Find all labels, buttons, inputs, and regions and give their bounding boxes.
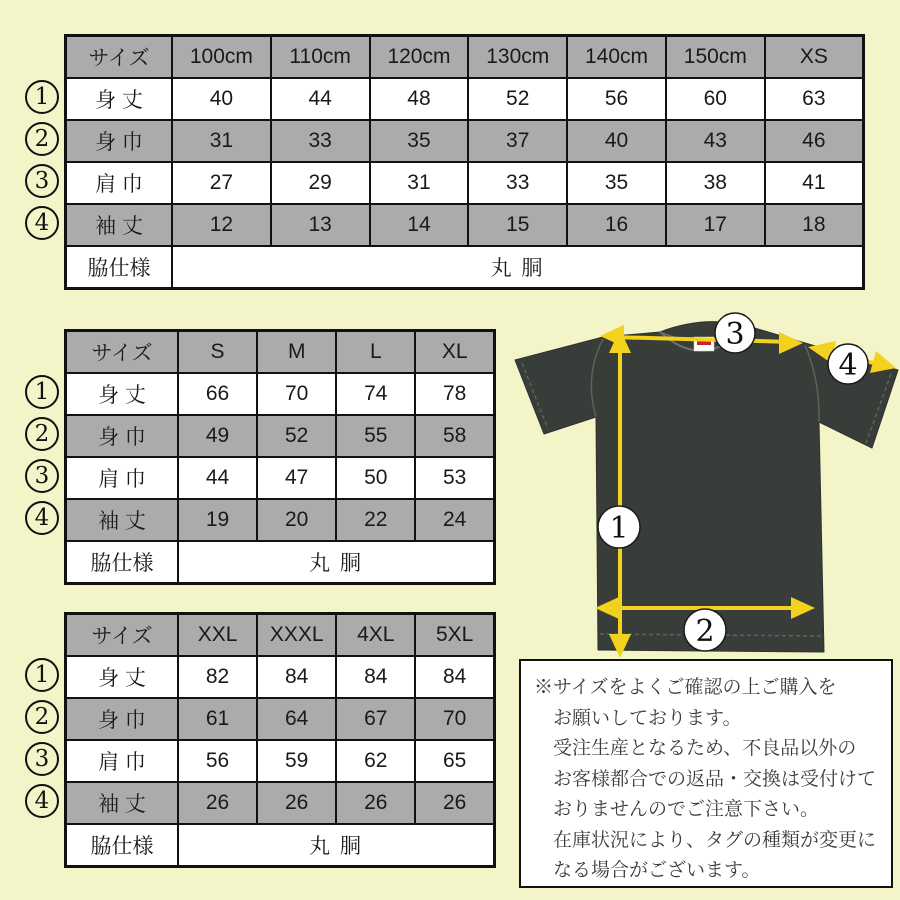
size-column-header: 140cm bbox=[567, 36, 666, 79]
measurement-value-cell: 53 bbox=[415, 457, 494, 499]
measurement-value-cell: 46 bbox=[765, 120, 864, 162]
size-column-header: XS bbox=[765, 36, 864, 79]
note-line: お客様都合での返品・交換は受付けて bbox=[553, 768, 877, 790]
marker-number: 2 bbox=[695, 614, 715, 649]
size-header-label: サイズ bbox=[66, 614, 179, 657]
side-spec-value: 丸 胴 bbox=[172, 246, 864, 289]
measurement-value-cell: 12 bbox=[172, 204, 271, 246]
note-line: なる場合がございます。 bbox=[553, 860, 761, 881]
size-column-header: 5XL bbox=[415, 614, 494, 657]
row-number-column bbox=[22, 34, 64, 290]
tshirt-measurement-diagram bbox=[508, 310, 900, 662]
adult-size-table bbox=[64, 329, 496, 585]
size-column-header: XL bbox=[415, 331, 494, 374]
measurement-row-label: 身 丈 bbox=[66, 373, 179, 415]
marker-number: 3 bbox=[725, 317, 745, 352]
measurement-value-cell: 26 bbox=[178, 782, 257, 824]
row-number-column bbox=[22, 329, 64, 585]
measurement-value-cell: 29 bbox=[271, 162, 370, 204]
measurement-value-cell: 44 bbox=[178, 457, 257, 499]
size-header-label: サイズ bbox=[66, 36, 173, 79]
measurement-value-cell: 33 bbox=[271, 120, 370, 162]
measurement-row-label: 袖 丈 bbox=[66, 204, 173, 246]
measurement-value-cell: 74 bbox=[336, 373, 415, 415]
measurement-value-cell: 35 bbox=[370, 120, 469, 162]
measurement-value-cell: 31 bbox=[172, 120, 271, 162]
measurement-row-label: 袖 丈 bbox=[66, 782, 179, 824]
measurement-row bbox=[66, 698, 495, 740]
size-column-header: 130cm bbox=[468, 36, 567, 79]
side-spec-row bbox=[66, 246, 864, 289]
measurement-row bbox=[66, 78, 864, 120]
measurement-value-cell: 82 bbox=[178, 656, 257, 698]
size-column-header: 110cm bbox=[271, 36, 370, 79]
row-number-badge: 1 bbox=[25, 658, 59, 692]
measurement-value-cell: 59 bbox=[257, 740, 336, 782]
row-number-badge: 2 bbox=[25, 122, 59, 156]
note-line: 在庫状況により、タグの種類が変更に bbox=[553, 829, 877, 851]
measurement-row-label: 身 丈 bbox=[66, 78, 173, 120]
measurement-value-cell: 64 bbox=[257, 698, 336, 740]
row-number-badge: 2 bbox=[25, 700, 59, 734]
measurement-value-cell: 24 bbox=[415, 499, 494, 541]
row-number-badge: 4 bbox=[25, 784, 59, 818]
measurement-value-cell: 27 bbox=[172, 162, 271, 204]
side-spec-row bbox=[66, 541, 495, 584]
measurement-row bbox=[66, 499, 495, 541]
measurement-value-cell: 63 bbox=[765, 78, 864, 120]
row-number-badge: 3 bbox=[25, 742, 59, 776]
measurement-value-cell: 15 bbox=[468, 204, 567, 246]
marker-number: 1 bbox=[609, 511, 629, 546]
measurement-row-label: 身 巾 bbox=[66, 120, 173, 162]
size-column-header: M bbox=[257, 331, 336, 374]
measurement-value-cell: 84 bbox=[415, 656, 494, 698]
measurement-value-cell: 37 bbox=[468, 120, 567, 162]
note-line: お願いしております。 bbox=[553, 707, 742, 729]
measurement-row-label: 身 巾 bbox=[66, 415, 179, 457]
measurement-row bbox=[66, 415, 495, 457]
size-header-label: サイズ bbox=[66, 331, 179, 374]
measurement-value-cell: 48 bbox=[370, 78, 469, 120]
measurement-value-cell: 16 bbox=[567, 204, 666, 246]
measurement-row bbox=[66, 782, 495, 824]
measurement-value-cell: 47 bbox=[257, 457, 336, 499]
large-size-table-container bbox=[64, 612, 496, 868]
size-column-header: 120cm bbox=[370, 36, 469, 79]
measurement-value-cell: 60 bbox=[666, 78, 765, 120]
measurement-row bbox=[66, 373, 495, 415]
measurement-row-label: 身 丈 bbox=[66, 656, 179, 698]
measurement-value-cell: 31 bbox=[370, 162, 469, 204]
note-line: ※サイズをよくご確認の上ご購入を bbox=[534, 677, 837, 698]
large-size-table bbox=[64, 612, 496, 868]
measurement-value-cell: 84 bbox=[257, 656, 336, 698]
measurement-value-cell: 66 bbox=[178, 373, 257, 415]
measurement-row-label: 肩 巾 bbox=[66, 740, 179, 782]
measurement-row bbox=[66, 457, 495, 499]
measurement-row-label: 袖 丈 bbox=[66, 499, 179, 541]
measurement-row bbox=[66, 120, 864, 162]
size-column-header: 100cm bbox=[172, 36, 271, 79]
measurement-value-cell: 40 bbox=[172, 78, 271, 120]
measurement-value-cell: 56 bbox=[567, 78, 666, 120]
measurement-row-label: 身 巾 bbox=[66, 698, 179, 740]
size-column-header: L bbox=[336, 331, 415, 374]
measurement-value-cell: 17 bbox=[666, 204, 765, 246]
measurement-value-cell: 33 bbox=[468, 162, 567, 204]
purchase-note-box bbox=[519, 659, 893, 888]
side-spec-row bbox=[66, 824, 495, 867]
measurement-value-cell: 38 bbox=[666, 162, 765, 204]
measurement-value-cell: 58 bbox=[415, 415, 494, 457]
measurement-row-label: 肩 巾 bbox=[66, 162, 173, 204]
measurement-row bbox=[66, 740, 495, 782]
measurement-value-cell: 52 bbox=[468, 78, 567, 120]
kids-size-table bbox=[64, 34, 865, 290]
row-number-badge: 4 bbox=[25, 501, 59, 535]
adult-size-table-block bbox=[22, 329, 496, 585]
measurement-value-cell: 20 bbox=[257, 499, 336, 541]
size-column-header: 4XL bbox=[336, 614, 415, 657]
row-number-badge: 1 bbox=[25, 80, 59, 114]
measurement-value-cell: 78 bbox=[415, 373, 494, 415]
large-size-table-block bbox=[22, 612, 496, 868]
measurement-value-cell: 26 bbox=[257, 782, 336, 824]
measurement-value-cell: 14 bbox=[370, 204, 469, 246]
measurement-row bbox=[66, 656, 495, 698]
row-number-badge: 4 bbox=[25, 206, 59, 240]
measurement-value-cell: 61 bbox=[178, 698, 257, 740]
measurement-value-cell: 13 bbox=[271, 204, 370, 246]
note-line: 受注生産となるため、不良品以外の bbox=[553, 738, 857, 759]
side-spec-label: 脇仕様 bbox=[66, 824, 179, 867]
measurement-value-cell: 70 bbox=[415, 698, 494, 740]
measurement-value-cell: 18 bbox=[765, 204, 864, 246]
measurement-value-cell: 55 bbox=[336, 415, 415, 457]
side-spec-label: 脇仕様 bbox=[66, 246, 173, 289]
side-spec-value: 丸 胴 bbox=[178, 824, 495, 867]
measurement-value-cell: 50 bbox=[336, 457, 415, 499]
measurement-value-cell: 26 bbox=[415, 782, 494, 824]
marker-number: 4 bbox=[838, 348, 858, 383]
row-number-column bbox=[22, 612, 64, 868]
row-number-badge: 3 bbox=[25, 459, 59, 493]
row-number-badge: 2 bbox=[25, 417, 59, 451]
measurement-row-label: 肩 巾 bbox=[66, 457, 179, 499]
measurement-value-cell: 19 bbox=[178, 499, 257, 541]
note-line: おりませんのでご注意下さい。 bbox=[553, 799, 820, 820]
measurement-row bbox=[66, 204, 864, 246]
marker-shoulder-width bbox=[715, 313, 755, 353]
measurement-value-cell: 22 bbox=[336, 499, 415, 541]
adult-size-table-container bbox=[64, 329, 496, 585]
measurement-value-cell: 26 bbox=[336, 782, 415, 824]
measurement-value-cell: 43 bbox=[666, 120, 765, 162]
measurement-value-cell: 41 bbox=[765, 162, 864, 204]
size-column-header: 150cm bbox=[666, 36, 765, 79]
kids-size-table-block bbox=[22, 34, 865, 290]
side-spec-value: 丸 胴 bbox=[178, 541, 495, 584]
measurement-row bbox=[66, 162, 864, 204]
measurement-value-cell: 65 bbox=[415, 740, 494, 782]
size-column-header: XXXL bbox=[257, 614, 336, 657]
measurement-value-cell: 35 bbox=[567, 162, 666, 204]
size-column-header: S bbox=[178, 331, 257, 374]
measurement-value-cell: 67 bbox=[336, 698, 415, 740]
measurement-value-cell: 52 bbox=[257, 415, 336, 457]
measurement-value-cell: 56 bbox=[178, 740, 257, 782]
measurement-value-cell: 49 bbox=[178, 415, 257, 457]
measurement-value-cell: 40 bbox=[567, 120, 666, 162]
row-number-badge: 1 bbox=[25, 375, 59, 409]
row-number-badge: 3 bbox=[25, 164, 59, 198]
marker-sleeve-length bbox=[828, 344, 868, 384]
measurement-value-cell: 84 bbox=[336, 656, 415, 698]
measurement-value-cell: 70 bbox=[257, 373, 336, 415]
marker-body-length bbox=[598, 506, 640, 548]
measurement-value-cell: 44 bbox=[271, 78, 370, 120]
measurement-value-cell: 62 bbox=[336, 740, 415, 782]
marker-body-width bbox=[684, 609, 726, 651]
size-column-header: XXL bbox=[178, 614, 257, 657]
kids-size-table-container bbox=[64, 34, 865, 290]
side-spec-label: 脇仕様 bbox=[66, 541, 179, 584]
